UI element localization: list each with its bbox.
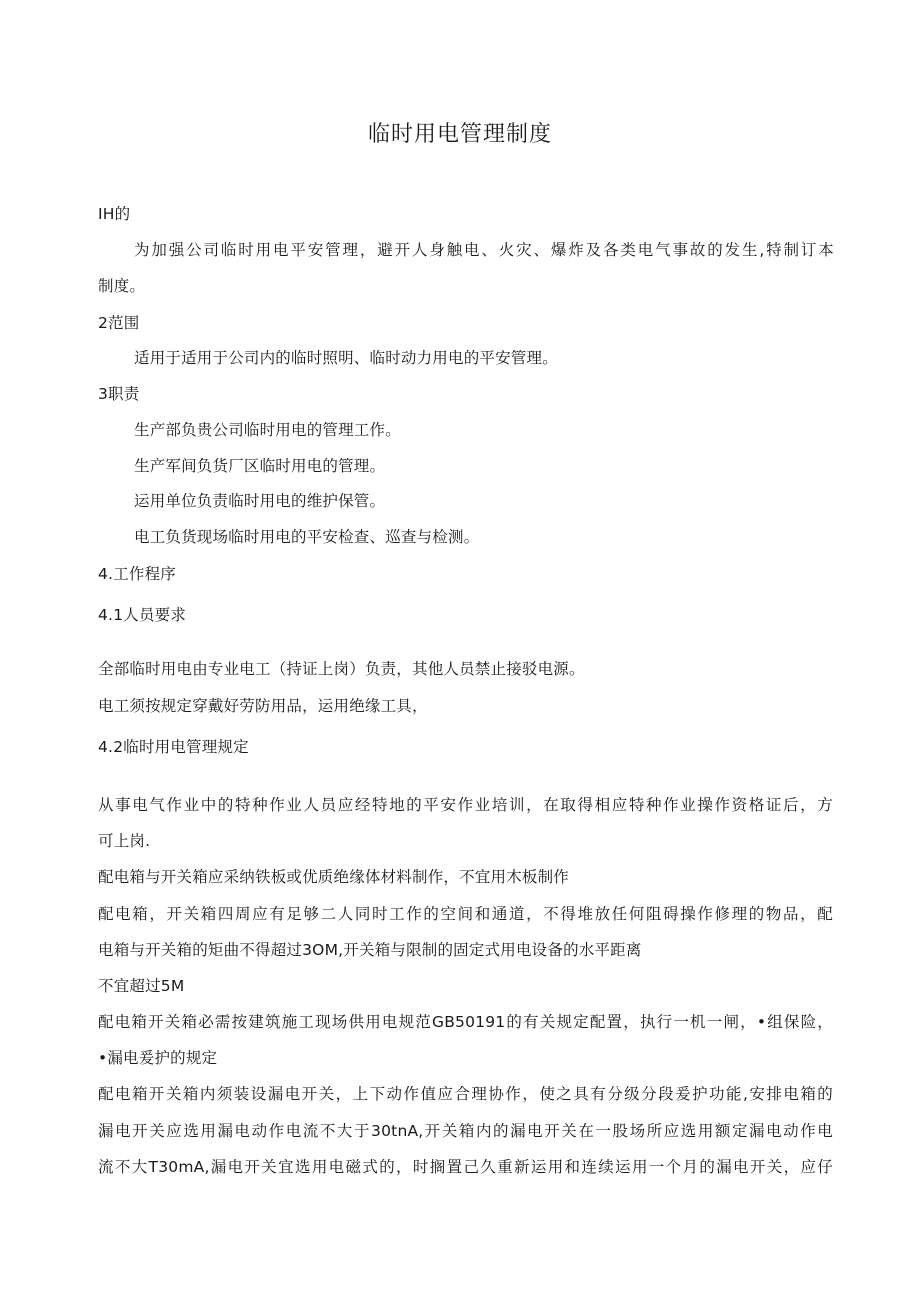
document-title: 临时用电管理制度 <box>367 122 552 147</box>
paragraph-line: 从事电气作业中的特种作业人员应经特地的平安作业培训，在取得相应特种作业操作资格证后，方 <box>98 796 833 814</box>
subsection-heading-personnel: 4.1人员要求 <box>98 606 187 624</box>
paragraph-line: 配电箱开关箱必需按建筑施工现场供用电规范GB50191的有关规定配置，执行一机一闸，•组保险， <box>98 1013 833 1031</box>
paragraph-line: 不宜超过5M <box>98 977 185 995</box>
paragraph-line: 可上岗. <box>98 832 151 850</box>
duty-item: 生产军间负货厂区临时用电的管理。 <box>134 457 386 475</box>
section-heading-scope: 2范围 <box>98 314 140 332</box>
paragraph-line: 流不大T30mA,漏电开关宜选用电磁式的，时搁置己久重新运用和连续运用一个月的漏电开关，应仔 <box>98 1158 833 1176</box>
section-heading-duties: 3职责 <box>98 385 140 403</box>
paragraph-line: 配电箱与开关箱应采纳铁板或优质绝缘体材料制作，不宜用木板制作 <box>98 868 570 886</box>
paragraph-line: 配电箱开关箱内须装设漏电开关，上下动作值应合理协作，使之具有分级分段爰护功能,安排电箱的 <box>98 1085 833 1103</box>
paragraph-line: 制度。 <box>98 277 146 295</box>
paragraph-line: 电箱与开关箱的矩曲不得超过3OM,开关箱与限制的固定式用电设备的水平距离 <box>98 941 642 959</box>
paragraph-line: 配电箱，开关箱四周应有足够二人同时工作的空间和通道，不得堆放任何阻碍操作修理的物品，配 <box>98 905 833 923</box>
paragraph-line: •漏电爰护的规定 <box>98 1049 218 1067</box>
paragraph-line: 适用于适用于公司内的临时照明、临时动力用电的平安管理。 <box>134 349 558 367</box>
duty-item: 生产部负贵公司临时用电的管理工作。 <box>134 421 401 439</box>
paragraph-line: 电工须按规定穿戴好劳防用品，运用绝缘工具， <box>98 697 428 715</box>
subsection-heading-rules: 4.2临时用电管理规定 <box>98 738 249 756</box>
paragraph-line: 为加强公司临时用电平安管理，避开人身触电、火灾、爆炸及各类电气事故的发生,特制订本 <box>134 241 834 259</box>
paragraph-line: 漏电开关应选用漏电动作电流不大于30tnA,开关箱内的漏电开关在一股场所应选用额定漏电动作电 <box>98 1122 833 1140</box>
duty-item: 电工负货现场临时用电的平安检查、巡查与检测。 <box>134 528 480 546</box>
section-heading-purpose: IH的 <box>98 205 131 223</box>
duty-item: 运用单位负责临时用电的维护保管。 <box>134 492 386 510</box>
paragraph-line: 全部临时用电由专业电工（持证上岗）负责，其他人员禁止接驳电源。 <box>98 660 585 678</box>
section-heading-procedure: 4.工作程序 <box>98 565 176 583</box>
